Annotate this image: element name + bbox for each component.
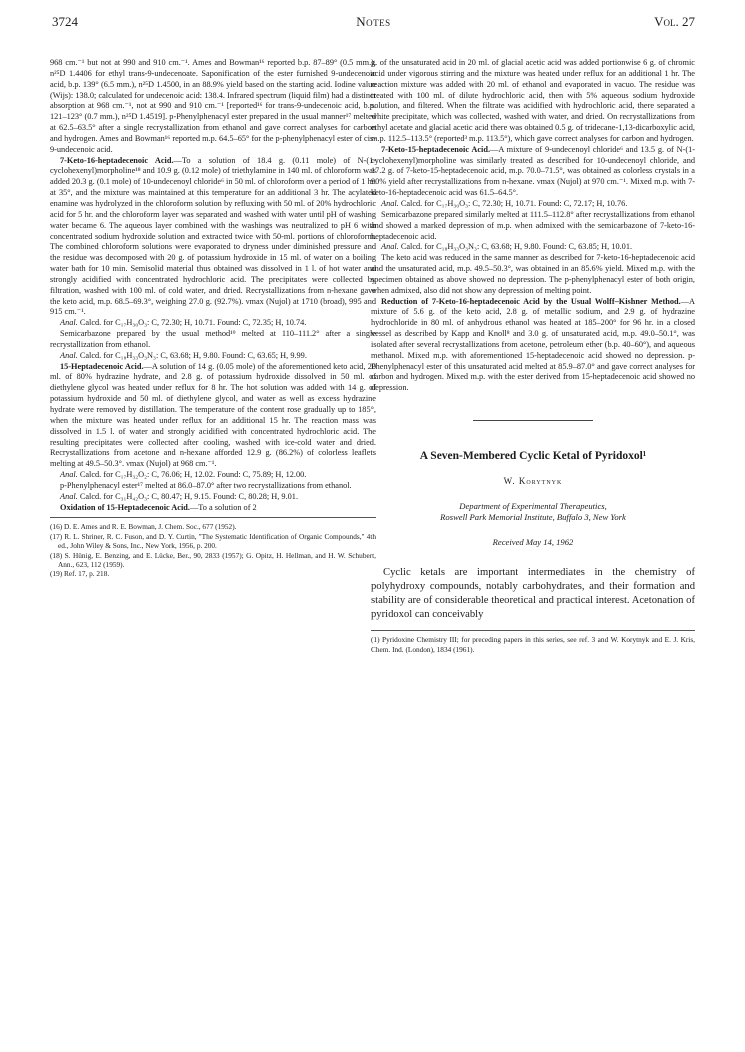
paragraph	[371, 242, 695, 253]
paragraph-text: —To a solution of 18.4 g. (0.11 mole) of N-(1-cyclohexenyl)morpholine¹⁸ and 10.9 g. (0.12 mole) of triethylamine in 140 ml. of chloroform was added 20.3 g. (0.1 mole) of 10-undecenoyl chloride⁶ in 50 ml. of chloroform over a period of 1 hr. at 35°, and the mixture was maintained at this temperature for an additional 3 hr. The acylated enamine was hydrolyzed in the chloroform solution by refluxing with 50 ml. of 20% hydrochloric acid for 5 hr. and the chloroform layer was separated and washed with water until pH of washing water became 6. The aqueous layer combined with the washings was neutralized to pH 6 with concentrated sodium hydroxide solution and extracted twice with 50-ml. portions of chloroform. The combined chloroform solutions were evaporated to dryness under diminished pressure and the residue was decomposed with 20 g. of potassium hydroxide in 15 ml. of water on a boiling water bath for 10 min. Semisolid material thus obtained was dissolved in 1 l. of hot water and strongly acidified with concentrated hydrochloric acid. The precipitates were collected by filtration, washed with 100 ml. of cold water, and dried. Recrystallizations from n-hexane gave the keto acid, m.p. 68.5–69.3°, weighing 27.0 g. (92.7%). νmax (Nujol) at 1710 (broad), 995 and 915 cm.⁻¹.	[50, 155, 376, 317]
paragraph-text: Semicarbazone prepared similarly melted at 111.5–112.8° after recrystallizations from ethanol and showed a marked depression of m.p. when admixed with the semicarbazone of 7-keto-16-heptadecenoic acid.	[371, 209, 695, 241]
paragraph	[50, 470, 376, 481]
paragraph	[371, 297, 695, 395]
received-date: Received May 14, 1962	[492, 537, 574, 548]
article-footnote: (1) Pyridoxine Chemistry III; for preceding papers in this series, see ref. 3 and W. Korytnyk and E. J. Kris, Chem. Ind. (London), 1834 (1961).	[371, 630, 695, 654]
paragraph	[50, 329, 376, 351]
paragraph	[371, 145, 695, 199]
left-column-body	[50, 58, 376, 513]
paragraph	[50, 481, 376, 492]
paragraph-text: The keto acid was reduced in the same manner as described for 7-keto-16-heptadecenoic acid and the unsaturated acid, m.p. 49.5–50.3°, was obtained in an 85.6% yield. Mixed m.p. with the specimen obtained as above showed no depression. The p-phenylphenacyl ester of both origin, when admixed, also did not show any depression of melting point.	[371, 253, 695, 295]
analysis-label: Anal.	[60, 470, 78, 480]
paragraph-text: —To a solution of 2	[189, 502, 257, 512]
paragraph-text: Semicarbazone prepared by the usual method¹⁹ melted at 110–111.2° after a single recrystallization from ethanol.	[50, 329, 376, 349]
paragraph	[371, 253, 695, 296]
analysis-label: Anal.	[60, 350, 78, 360]
run-in-heading: 7-Keto-16-heptadecenoic Acid.	[60, 155, 174, 165]
analysis-label: Anal.	[60, 318, 78, 328]
footnote: (16) D. E. Ames and R. E. Bowman, J. Chem. Soc., 677 (1952).	[50, 522, 237, 532]
article-intro-text: Cyclic ketals are important intermediates in the chemistry of polyhydroxy compounds, notably carbohydrates, and their formation and stability are of considerable theoretical and practical interest. Acetonation of pyridoxol can conceivably	[371, 567, 695, 621]
paragraph-text: Calcd. for C₃₁H₄₂O₃: C, 80.47; H, 9.15. Found: C, 80.28; H, 9.01.	[77, 491, 299, 501]
paragraph-text: Calcd. for C₁₇H₃₀O₃: C, 72.30; H, 10.71. Found: C, 72.35; H, 10.74.	[77, 318, 307, 328]
affiliation-institute: Roswell Park Memorial Institute, Buffalo 3, New York	[440, 512, 626, 523]
footnote: (18) S. Hünig, E. Benzing, and E. Lücke, Ber., 90, 2833 (1957); G. Opitz, H. Hellman, and H. W. Schubert, Ann., 623, 112 (1959).	[50, 550, 376, 570]
paragraph-text: 968 cm.⁻¹ but not at 990 and 910 cm.⁻¹. Ames and Bowman¹⁶ reported b.p. 87–89° (0.5 mm.), n²⁵D 1.4406 for ethyl trans-9-undecenoate. Saponification of the ester furnished 9-undecenoic acid, b.p. 139° (6.5 mm.), n²⁵D 1.4500, in an 88.9% yield based on the starting acid. Iodine value (Wijs): 138.0; calculated for undecenoic acid: 138.4. Infrared spectrum (liquid film) had a distinct absorption at 968 cm.⁻¹, not at 990 and 910 cm.⁻¹ [reported¹⁶ for trans-9-undecenoic acid, b.p. 121–123° (0.7 mm.), n²⁵D 1.4519]. p-Phenylphenacyl ester prepared in the usual manner¹⁷ melted at 62.5–63.5° after a single recrystallization from ethanol and gave correct analyses for carbon and hydrogen. Ames and Bowman¹⁶ reported m.p. 64.5–65° for the p-phenylphenacyl ester of cis-9-undecenoic acid.	[50, 58, 376, 154]
paragraph	[50, 503, 376, 514]
article-author: W. Korytnyk	[503, 476, 563, 487]
run-in-heading: 7-Keto-15-heptadecenoic Acid.	[381, 144, 491, 154]
paragraph	[50, 318, 376, 329]
footnote: (19) Ref. 17, p. 218.	[50, 569, 110, 579]
paragraph-text: Calcd. for C₁₇H₃₀O₃: C, 72.30; H, 10.71. Found: C, 72.17; H, 10.76.	[398, 198, 628, 208]
article-title: A Seven-Membered Cyclic Ketal of Pyridoxol¹	[419, 450, 647, 463]
page-header	[52, 14, 695, 36]
running-title: Notes	[356, 14, 391, 29]
paragraph-text: Calcd. for C₁₈H₃₃O₃N₃: C, 63.68; H, 9.80. Found: C, 63.85; H, 10.01.	[398, 242, 633, 252]
paragraph	[50, 362, 376, 470]
page-number: 3724	[52, 14, 78, 29]
analysis-label: Anal.	[60, 491, 78, 501]
analysis-label: Anal.	[381, 242, 399, 252]
run-in-heading: Reduction of 7-Keto-16-heptadecenoic Acid by the Usual Wolff–Kishner Method.	[381, 296, 681, 306]
paragraph	[50, 156, 376, 319]
paragraph	[371, 210, 695, 243]
footnote: (17) R. L. Shriner, R. C. Fuson, and D. Y. Curtin, "The Systematic Identification of Organic Compounds," 4th ed., John Wiley & Sons, Inc., New York, 1956, p. 200.	[50, 531, 376, 551]
paragraph-text: Calcd. for C₁₈H₃₃O₃N₃: C, 63.68; H, 9.80. Found: C, 63.65; H, 9.99.	[77, 350, 307, 360]
paragraph-text: g. of the unsaturated acid in 20 ml. of glacial acetic acid was added portionwise 6 g. of chromic acid under vigorous stirring and the mixture was heated under reflux for an additional 1 hr. The reaction mixture was added with 20 ml. of ethanol and evaporated in vacuo. The residue was treated with 100 ml. of dilute hydrochloric acid, then with 5% aqueous sodium hydroxide solution, and filtered. When the filtrate was acidified with hydrochloric acid, there separated a white precipitate, which was collected, washed with water, and dried. On recrystallizations from ethyl acetate and glacial acetic acid there was obtained 0.5 g. of tridecane-1,13-dicarboxylic acid, m.p. 112.5–113.5° (reported³ m.p. 113.5°), which gave correct analyses for carbon and hydrogen.	[371, 58, 695, 143]
analysis-label: Anal.	[381, 198, 399, 208]
paragraph-text: p-Phenylphenacyl ester¹⁷ melted at 86.0–87.0° after two recrystallizations from ethanol.	[60, 480, 352, 490]
article-affiliation	[371, 501, 695, 523]
paragraph-text: —A mixture of 5.6 g. of the keto acid, 2.8 g. of metallic sodium, and 2.9 g. of hydrazine hydrochloride in 80 ml. of anhydrous ethanol was heated at 185–200° for 96 hr. in a closed vessel as described by Kapp and Knoll⁸ and 3.0 g. of unsaturated acid, m.p. 49.0–50.1°, was isolated after several recrystallizations from acetone, petroleum ether (b.p. 40–60°), and aqueous methanol. Mixed m.p. with aforementioned 15-heptadecenoic acid showed no depression. p-Phenylphenacyl ester of this unsaturated acid melted at 85.9–87.0° and gave correct analyses for carbon and hydrogen. Mixed m.p. with the ester derived from 15-heptadecenoic acid showed no depression.	[371, 296, 695, 393]
volume-label: Vol. 27	[654, 14, 695, 29]
left-column	[50, 58, 376, 579]
paragraph-text: Calcd. for C₁₇H₃₂O₂: C, 76.06; H, 12.02. Found: C, 75.89; H, 12.00.	[77, 470, 307, 480]
right-column	[371, 58, 695, 654]
paragraph	[371, 58, 695, 145]
paragraph	[50, 58, 376, 156]
left-footnotes	[50, 517, 376, 578]
affiliation-department: Department of Experimental Therapeutics,	[459, 501, 607, 511]
section-divider	[473, 420, 593, 421]
paragraph	[50, 492, 376, 503]
run-in-heading: 15-Heptadecenoic Acid.	[60, 361, 144, 371]
paragraph-text: —A solution of 14 g. (0.05 mole) of the aforementioned keto acid, 20 ml. of 80% hydrazine hydrate, and 2.8 g. of potassium hydroxide dissolved in 50 ml. of diethylene glycol was heated under reflux for 8 hr. The hot solution was added with 14 g. of potassium hydroxide and 50 ml. of diethylene glycol, and water as well as excess hydrazine hydrate were removed by distillation. The temperature of the content rose gradually up to 185°, when the mixture was heated under reflux for an additional 15 hr. The reaction mass was dissolved in 1.5 l. of water and strongly acidified with concentrated hydrochloric acid. The resulting precipitates were collected after cooling, washed with ice-cold water and dried. Recrystallizations from acetone and n-hexane afforded 12.9 g. (86.2%) of colorless leaflets melting at 49.5–50.3°. νmax (Nujol) at 968 cm.⁻¹.	[50, 361, 377, 469]
paragraph-text: —A mixture of 9-undecenoyl chloride⁶ and 13.5 g. of N-(1-cyclohexenyl)morpholine was similarly treated as described for 10-undecenoyl chloride, and 17.2 g. of 7-keto-15-heptadecenoic acid, m.p. 70.0–71.5°, was obtained as colorless crystals in a 90% yield after recrystallizations from n-hexane. νmax (Nujol) at 970 cm.⁻¹. Mixed m.p. with 7-keto-16-heptadecenoic acid was 61.5–64.5°.	[371, 144, 695, 198]
paragraph	[371, 199, 695, 210]
run-in-heading: Oxidation of 15-Heptadecenoic Acid.	[60, 502, 190, 512]
paragraph	[50, 351, 376, 362]
right-column-body	[371, 58, 695, 394]
